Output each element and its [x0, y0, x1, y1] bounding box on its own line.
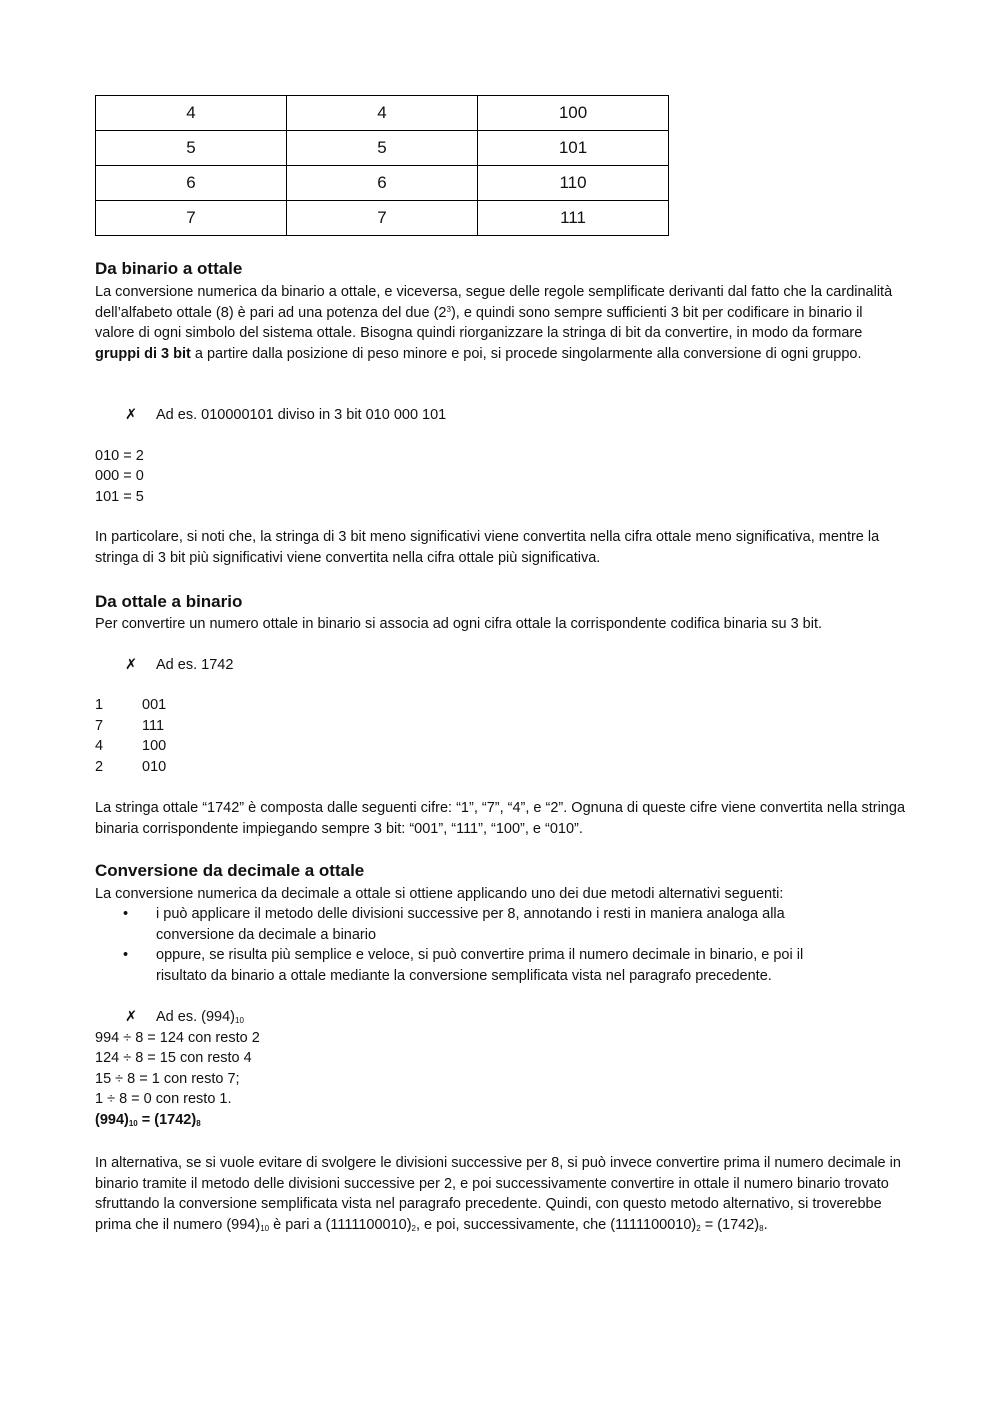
- paragraph-text: = (1742): [700, 1216, 760, 1233]
- subscript: 2: [696, 1223, 701, 1233]
- section-title-decimal-to-octal: Conversione da decimale a ottale: [95, 861, 365, 880]
- binary-bits: 100: [142, 738, 167, 754]
- division-step: 15 ÷ 8 = 1 con resto 7;: [95, 1071, 240, 1087]
- table-cell: 5: [287, 131, 478, 166]
- bullet-icon: •: [123, 947, 129, 963]
- section-title-octal-to-binary: Da ottale a binario: [95, 592, 243, 611]
- table-cell: 4: [96, 96, 287, 131]
- octal-digit: 7: [95, 718, 104, 734]
- group-line: 101 = 5: [95, 489, 144, 505]
- conversion-table: [95, 95, 669, 236]
- bold-text: gruppi di 3 bit: [95, 345, 191, 362]
- paragraph-octal-string: La stringa ottale “1742” è composta dalle seguenti cifre: “1”, “7”, “4”, e “2”. Ognuna di queste cifre viene convertita nella stringa binaria corrispondente impiegando sempre 3 bit: “001”, “111”, “100”, e “010”.: [95, 800, 906, 837]
- subscript: 8: [759, 1223, 764, 1233]
- paragraph-octal-to-binary: Per convertire un numero ottale in binario si associa ad ogni cifra ottale la corrispondente codifica binaria su 3 bit.: [95, 616, 823, 632]
- table-cell: 101: [478, 131, 669, 166]
- paragraph-text: è pari a (1111100010): [269, 1216, 412, 1233]
- table-cell: 7: [287, 201, 478, 236]
- cross-mark-icon: ✗: [125, 1009, 138, 1025]
- binary-bits: 010: [142, 759, 167, 775]
- binary-bits: 111: [142, 718, 165, 734]
- superscript: 3: [446, 304, 451, 314]
- subscript: 8: [196, 1119, 201, 1128]
- example-text: Ad es. 1742: [156, 657, 234, 673]
- division-step: 1 ÷ 8 = 0 con resto 1.: [95, 1091, 232, 1107]
- subscript: 10: [235, 1016, 244, 1025]
- table-row: [96, 131, 669, 166]
- subscript: 10: [260, 1223, 270, 1233]
- division-step: 994 ÷ 8 = 124 con resto 2: [95, 1030, 260, 1046]
- table-cell: 6: [96, 166, 287, 201]
- octal-digit: 4: [95, 738, 104, 754]
- group-line: 010 = 2: [95, 448, 144, 464]
- table-row: [96, 96, 669, 131]
- example-octal-to-binary: [125, 655, 233, 676]
- result-text: (994): [95, 1112, 129, 1128]
- cross-mark-icon: ✗: [125, 407, 138, 423]
- table-row: [96, 201, 669, 236]
- bullet-text: oppure, se risulta più semplice e veloce, si può convertire prima il numero decimale in binario, e poi il risultato da binario a ottale mediante la conversione semplificata vista nel paragrafo precedente.: [156, 947, 804, 984]
- paragraph-text: , e poi, successivamente, che (1111100010): [416, 1216, 697, 1233]
- table-cell: 100: [478, 96, 669, 131]
- subscript: 10: [128, 1119, 138, 1128]
- bullet-item: [125, 945, 845, 986]
- cross-mark-icon: ✗: [125, 657, 138, 673]
- octal-digit: 1: [95, 697, 104, 713]
- digit-row: [95, 757, 166, 778]
- bullet-icon: •: [123, 906, 129, 922]
- paragraph-text: In alternativa, se si vuole evitare di svolgere le divisioni successive per 8, si può invece convertire prima il numero decimale in binario tramite il metodo delle divisioni successive per 2, e poi successivamente convertire in ottale il numero binario trovato sfruttando la conversione semplificata vista nel paragrafo precedente. Quindi, con questo metodo alternativo, si troverebbe prima che il numero (994): [95, 1155, 901, 1233]
- paragraph-text: .: [763, 1216, 768, 1233]
- division-step: 124 ÷ 8 = 15 con resto 4: [95, 1050, 252, 1066]
- table-cell: 5: [96, 131, 287, 166]
- paragraph-text: La conversione numerica da binario a ottale, e viceversa, segue delle regole semplificate derivanti dal fatto che la cardinalità dell’alfabeto ottale (8) è pari ad una potenza del due (2: [95, 284, 893, 321]
- paragraph-text: ), e quindi sono sempre sufficienti 3 bit per codificare in binario il valore di ogni simbolo del sistema ottale. Bisogna quindi riorganizzare la stringa di bit da convertire, in modo da formare: [95, 304, 863, 342]
- bullet-text: i può applicare il metodo delle divisioni successive per 8, annotando i resti in maniera analoga alla conversione da decimale a binario: [156, 906, 785, 943]
- paragraph-binary-to-octal: [95, 282, 905, 364]
- paragraph-text: a partire dalla posizione di peso minore e poi, si procede singolarmente alla conversione di ogni gruppo.: [190, 345, 862, 362]
- conversion-result: [95, 1110, 201, 1131]
- digit-row: [95, 716, 164, 737]
- paragraph-alternative: [95, 1153, 905, 1235]
- subscript: 2: [411, 1223, 416, 1233]
- table-cell: 110: [478, 166, 669, 201]
- table-cell: 6: [287, 166, 478, 201]
- section-title-binary-to-octal: Da binario a ottale: [95, 259, 243, 278]
- table-cell: 111: [478, 201, 669, 236]
- digit-row: [95, 695, 166, 716]
- digit-row: [95, 736, 166, 757]
- table-cell: 7: [96, 201, 287, 236]
- table-row: [96, 166, 669, 201]
- example-binary-to-octal: [125, 405, 446, 426]
- example-decimal-to-octal: [125, 1007, 244, 1028]
- paragraph-intro: La conversione numerica da decimale a ottale si ottiene applicando uno dei due metodi alternativi seguenti:: [95, 886, 784, 902]
- table-cell: 4: [287, 96, 478, 131]
- example-text: Ad es. (994): [156, 1009, 235, 1025]
- binary-bits: 001: [142, 697, 167, 713]
- group-line: 000 = 0: [95, 468, 144, 484]
- conversion-table-body: [96, 96, 669, 236]
- example-text: Ad es. 010000101 diviso in 3 bit 010 000 101: [156, 407, 447, 423]
- bullet-item: [125, 904, 845, 945]
- octal-digit: 2: [95, 759, 104, 775]
- paragraph-significance: In particolare, si noti che, la stringa di 3 bit meno significativi viene convertita nella cifra ottale meno significativa, mentre la stringa di 3 bit più significativi viene convertita nella cifra ottale più significativa.: [95, 529, 880, 566]
- result-text: = (1742): [137, 1112, 197, 1128]
